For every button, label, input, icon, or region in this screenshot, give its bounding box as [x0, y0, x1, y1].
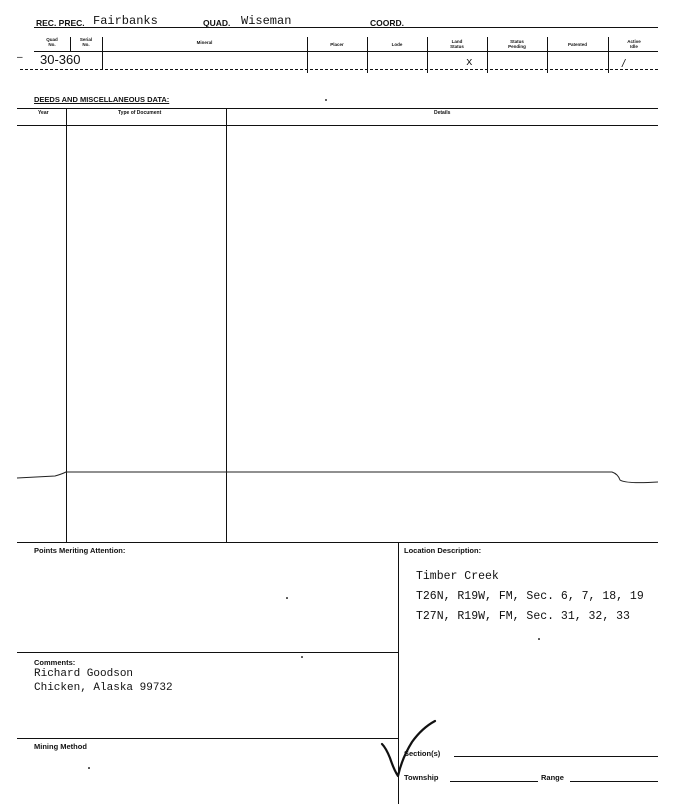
range-line [570, 781, 658, 782]
township-line [450, 781, 538, 782]
col-pending-line1: Status [510, 39, 524, 44]
col-mineral: Mineral [196, 40, 213, 45]
comments-line-1: Richard Goodson [34, 668, 134, 680]
quad-label: QUAD. [203, 18, 231, 28]
mining-method-label: Mining Method [34, 742, 87, 751]
col-placer: Placer [330, 42, 344, 47]
mineral-col-line [102, 37, 103, 69]
col-serial-line1: Serial [79, 37, 93, 42]
location-line-2: T26N, R19W, FM, Sec. 6, 7, 18, 19 [416, 590, 644, 603]
active-idle-value: / [622, 58, 626, 70]
stray-dot [301, 656, 303, 658]
quad-value: Wiseman [241, 14, 292, 28]
stray-dot [538, 638, 540, 640]
col-lode: Lode [391, 42, 403, 47]
rec-prec-value: Fairbanks [93, 14, 158, 28]
mineral-col-line [487, 37, 488, 73]
mineral-col-line [70, 37, 71, 51]
fold-crease [0, 462, 678, 492]
stray-dot [88, 767, 90, 769]
range-label: Range [541, 773, 564, 782]
comments-label: Comments: [34, 658, 76, 667]
lower-top-rule [17, 542, 658, 543]
land-status-value: x [466, 57, 473, 69]
col-patented: Patented [567, 42, 587, 47]
comments-line-2: Chicken, Alaska 99732 [34, 682, 173, 694]
mineral-table-row-bottom [20, 69, 658, 70]
mineral-col-line [547, 37, 548, 73]
quad-serial-value: 30-360 [40, 52, 81, 67]
mineral-col-line [367, 37, 368, 73]
stray-dot [286, 597, 288, 599]
col-active-idle [610, 39, 658, 49]
points-label: Points Meriting Attention: [34, 546, 126, 555]
location-line-1: Timber Creek [416, 570, 499, 583]
mineral-col-line [608, 37, 609, 73]
col-land-line1: Land [451, 39, 463, 44]
col-active-line1: Active [627, 39, 641, 44]
col-land-line2: Status [450, 44, 464, 49]
mineral-col-line [307, 37, 308, 73]
deeds-header-rule [17, 125, 658, 126]
deeds-title: DEEDS AND MISCELLANEOUS DATA: [34, 95, 170, 104]
col-serial [72, 37, 100, 47]
sections-label: Section(s) [404, 749, 441, 758]
col-status-pending [489, 39, 545, 49]
stray-dot [325, 99, 327, 101]
location-line-3: T27N, R19W, FM, Sec. 31, 32, 33 [416, 610, 630, 623]
deeds-col-type: Type of Document [118, 110, 162, 116]
col-quad [40, 37, 64, 47]
deeds-col-year: Year [38, 110, 49, 116]
col-active-line2: Idle [630, 44, 638, 49]
col-land-status [429, 39, 485, 49]
col-pending-line2: Pending [508, 44, 526, 49]
comments-bottom-rule [17, 738, 398, 739]
header-rule [34, 27, 658, 28]
township-label: Township [404, 773, 439, 782]
col-quad-line2: No. [48, 42, 56, 47]
rec-prec-label: REC. PREC. [36, 18, 85, 28]
coord-label: COORD. [370, 18, 404, 28]
col-serial-line2: No. [82, 42, 90, 47]
col-quad-line1: Quad [46, 37, 58, 42]
deeds-col-details: Details [434, 110, 451, 116]
points-bottom-rule [17, 652, 398, 653]
location-label: Location Description: [404, 546, 482, 555]
mineral-col-line [427, 37, 428, 73]
row-dash-mark: – [17, 52, 23, 63]
deeds-top-rule [17, 108, 658, 109]
mineral-table-header-bottom [34, 51, 658, 52]
checkmark-icon [380, 718, 440, 782]
sections-line [454, 756, 658, 757]
